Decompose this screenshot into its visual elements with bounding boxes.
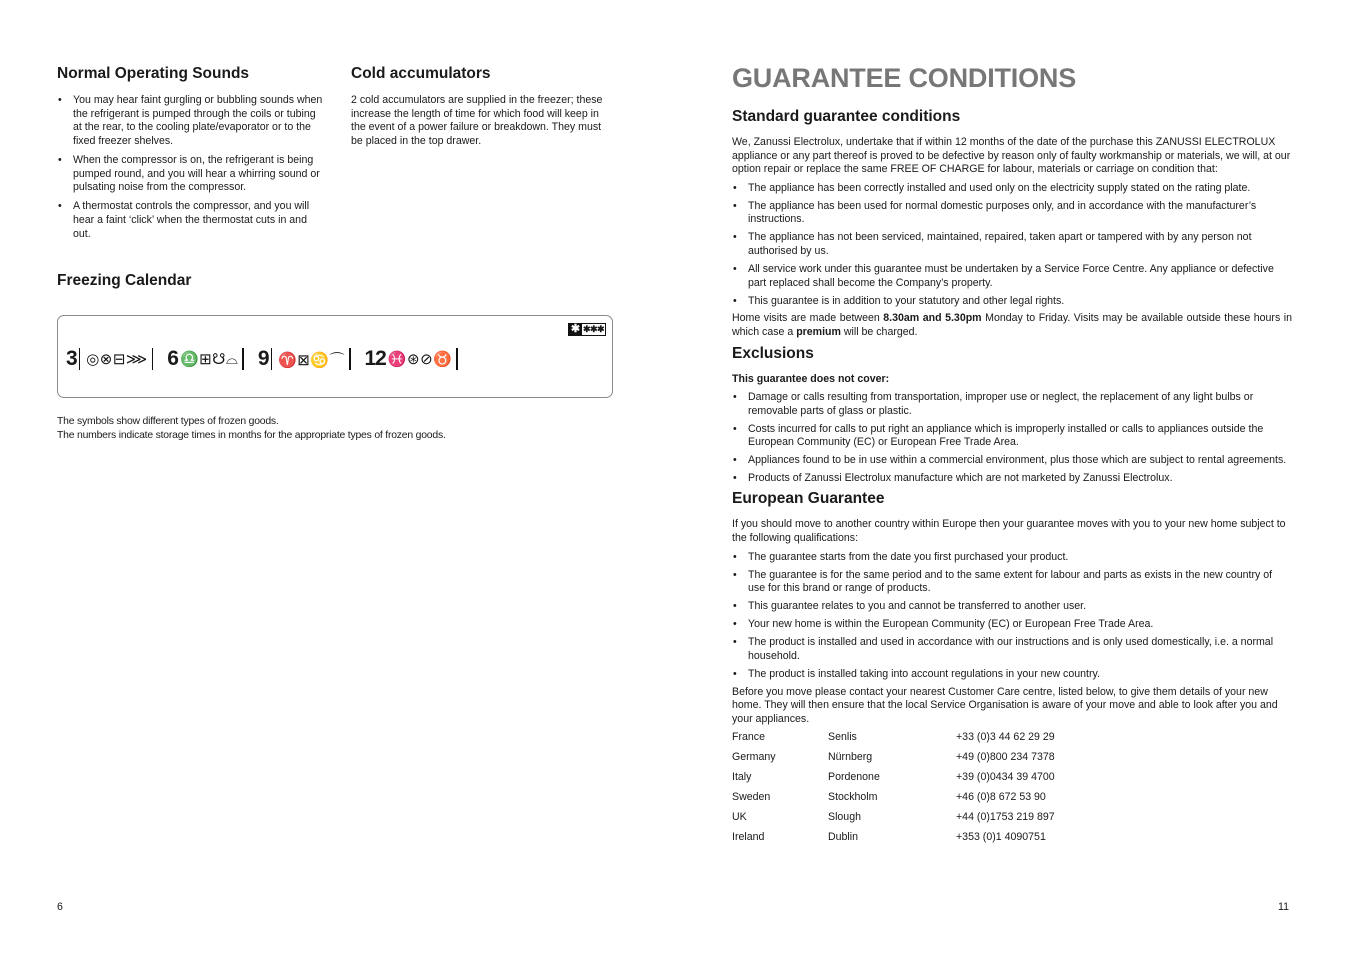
- list-item: • Your new home is within the European Community (EC) or European Free Trade Area.: [732, 618, 1292, 632]
- list-item: • You may hear faint gurgling or bubbling sounds when the refrigerant is pumped through the coils or tubing at the rear, to the cooling plate/evaporator or to the fixed freezer shelves.: [57, 94, 325, 148]
- normal-sounds-list: [57, 94, 325, 241]
- calendar-note-symbols: The symbols show different types of frozen goods.: [57, 416, 279, 427]
- calendar-row: [66, 343, 464, 375]
- list-item: • This guarantee relates to you and cannot be transferred to another user.: [732, 600, 1292, 614]
- list-item: • This guarantee is in addition to your statutory and other legal rights.: [732, 295, 1292, 309]
- list-item: • The guarantee is for the same period and to the same extent for labour and parts as exists in the new country of use for this brand or range of products.: [732, 569, 1292, 596]
- city-cell: Stockholm: [828, 791, 878, 804]
- storage-months: 6: [167, 347, 178, 370]
- home-visits-premium: premium: [796, 326, 841, 339]
- home-visits-text-part: Home visits are made between: [732, 312, 884, 325]
- storage-months: 3: [66, 347, 77, 370]
- phone-cell: +353 (0)1 4090751: [956, 831, 1046, 844]
- list-item: • The guarantee starts from the date you first purchased your product.: [732, 551, 1292, 565]
- country-cell: Germany: [732, 751, 776, 764]
- divider: [349, 348, 351, 370]
- calendar-group-3: [66, 347, 159, 371]
- phone-cell: +33 (0)3 44 62 29 29: [956, 731, 1055, 744]
- divider: [79, 348, 81, 370]
- cold-accumulators-section: [351, 65, 613, 148]
- table-row: [732, 751, 1055, 771]
- storage-months: 12: [364, 347, 386, 370]
- freezing-calendar-panel: [57, 315, 613, 398]
- table-row: [732, 831, 1055, 851]
- list-item: • The appliance has been used for normal domestic purposes only, and in accordance with the manufacturer’s instructions.: [732, 200, 1292, 227]
- table-row: [732, 811, 1055, 831]
- list-item: • The product is installed taking into account regulations in your new country.: [732, 668, 1292, 682]
- calendar-group-9: [258, 347, 357, 371]
- cold-accumulators-text: 2 cold accumulators are supplied in the freezer; these increase the length of time for which food will keep in the event of a power failure or breakdown. They must be placed in the top drawer.: [351, 94, 603, 147]
- table-row: [732, 731, 1055, 751]
- country-cell: UK: [732, 811, 747, 824]
- country-cell: Sweden: [732, 791, 771, 804]
- storage-months: 9: [257, 347, 269, 370]
- calendar-note-numbers: The numbers indicate storage times in months for the appropriate types of frozen goods.: [57, 430, 446, 441]
- list-item: • The appliance has not been serviced, maintained, repaired, taken apart or tampered with by any person not authorised by us.: [732, 231, 1292, 258]
- city-cell: Dublin: [828, 831, 859, 844]
- calendar-notes: [57, 415, 617, 443]
- city-cell: Slough: [828, 811, 861, 824]
- list-item: • Products of Zanussi Electrolux manufacture which are not marketed by Zanussi Electrolux.: [732, 472, 1292, 486]
- european-guarantee-title: European Guarantee: [732, 490, 885, 508]
- calendar-group-12: [365, 347, 464, 371]
- standard-guarantee-intro: We, Zanussi Electrolux, undertake that if within 12 months of the date of the purchase this ZANUSSI ELECTROLUX appliance or any part thereof is proved to be defective by reason only of faulty workmanship or materials, we will, at our option repair or replace the same FREE OF CHARGE for labour, materials or carriage on condition that:: [732, 136, 1291, 176]
- customer-care-table: [732, 731, 1055, 851]
- divider: [271, 348, 273, 370]
- phone-cell: +46 (0)8 672 53 90: [956, 791, 1046, 804]
- standard-guarantee-title: Standard guarantee conditions: [732, 108, 961, 125]
- food-type-icons: ♈⊠♋⌒: [278, 351, 345, 369]
- divider: [242, 348, 244, 370]
- european-guarantee-intro: If you should move to another country within Europe then your guarantee moves with you to your new home subject to the following qualifications:: [732, 518, 1286, 544]
- country-cell: Italy: [732, 771, 752, 784]
- list-item: • A thermostat controls the compressor, and you will hear a faint ‘click’ when the thermostat cuts in and out.: [57, 200, 325, 241]
- normal-sounds-section: [57, 65, 325, 247]
- european-guarantee-list: [732, 551, 1292, 682]
- list-item: • Damage or calls resulting from transportation, improper use or neglect, the replacement of any light bulbs or removable parts of glass or plastic.: [732, 391, 1292, 418]
- page-number: 6: [57, 901, 63, 913]
- snowflake-icon: ✱: [570, 323, 581, 335]
- list-item: • When the compressor is on, the refrigerant is being pumped round, and you will hear a whirring sound or pulsating noise from the compressor.: [57, 154, 325, 195]
- divider: [456, 348, 458, 370]
- city-cell: Senlis: [828, 731, 857, 744]
- home-visits-text-part: will be charged.: [840, 326, 918, 339]
- phone-cell: +39 (0)0434 39 4700: [956, 771, 1055, 784]
- exclusions-list: [732, 391, 1292, 486]
- home-visits-hours: 8.30am and 5.30pm: [883, 312, 982, 325]
- table-row: [732, 791, 1055, 811]
- exclusions-subtitle: This guarantee does not cover:: [732, 372, 890, 385]
- food-type-icons: ♎⊞☋⌓: [179, 351, 239, 368]
- food-type-icons: ♓⊛⊘♉: [387, 351, 453, 368]
- list-item: • All service work under this guarantee must be undertaken by a Service Force Centre. Any appliance or defective part replaced shall become the Company’s property.: [732, 263, 1292, 290]
- country-cell: France: [732, 731, 765, 744]
- star-rating-icon: ✱✱✱: [582, 324, 605, 334]
- country-cell: Ireland: [732, 831, 765, 844]
- freezing-calendar-title: Freezing Calendar: [57, 272, 192, 289]
- food-type-icons: ◎⊗⊟⋙: [86, 351, 148, 368]
- list-item: • Appliances found to be in use within a commercial environment, plus those which are subject to rental agreements.: [732, 454, 1292, 468]
- home-visits-text: [732, 312, 1292, 339]
- exclusions-title: Exclusions: [732, 344, 814, 362]
- four-star-freezer-icon: [568, 323, 606, 336]
- list-item: • The product is installed and used in accordance with our instructions and is only used domestically, i.e. a normal household.: [732, 636, 1292, 663]
- table-row: [732, 771, 1055, 791]
- standard-guarantee-list: [732, 182, 1292, 308]
- phone-cell: +44 (0)1753 219 897: [956, 811, 1055, 824]
- city-cell: Nürnberg: [828, 751, 873, 764]
- cold-accumulators-title: Cold accumulators: [351, 65, 491, 82]
- page-number: 11: [1278, 901, 1289, 913]
- page-title: GUARANTEE CONDITIONS: [732, 63, 1077, 93]
- european-guarantee-outro: Before you move please contact your nearest Customer Care centre, listed below, to give them details of your new home. They will then ensure that the local Service Organisation is aware of your move and able to look after you and your appliances.: [732, 685, 1278, 725]
- city-cell: Pordenone: [828, 771, 880, 784]
- divider: [152, 348, 154, 370]
- calendar-group-6: [167, 347, 250, 371]
- right-page: [675, 0, 1350, 954]
- guarantee-conditions: [732, 63, 1292, 851]
- normal-sounds-title: Normal Operating Sounds: [57, 65, 250, 82]
- list-item: • Costs incurred for calls to put right an appliance which is improperly installed or calls to appliances outside the European Community (EC) or European Free Trade Area.: [732, 423, 1292, 450]
- home-visits-text-part: Monday to Friday. Visits may be available outside these hours in which case a: [732, 312, 1293, 339]
- list-item: • The appliance has been correctly installed and used only on the electricity supply stated on the rating plate.: [732, 182, 1292, 196]
- phone-cell: +49 (0)800 234 7378: [956, 751, 1055, 764]
